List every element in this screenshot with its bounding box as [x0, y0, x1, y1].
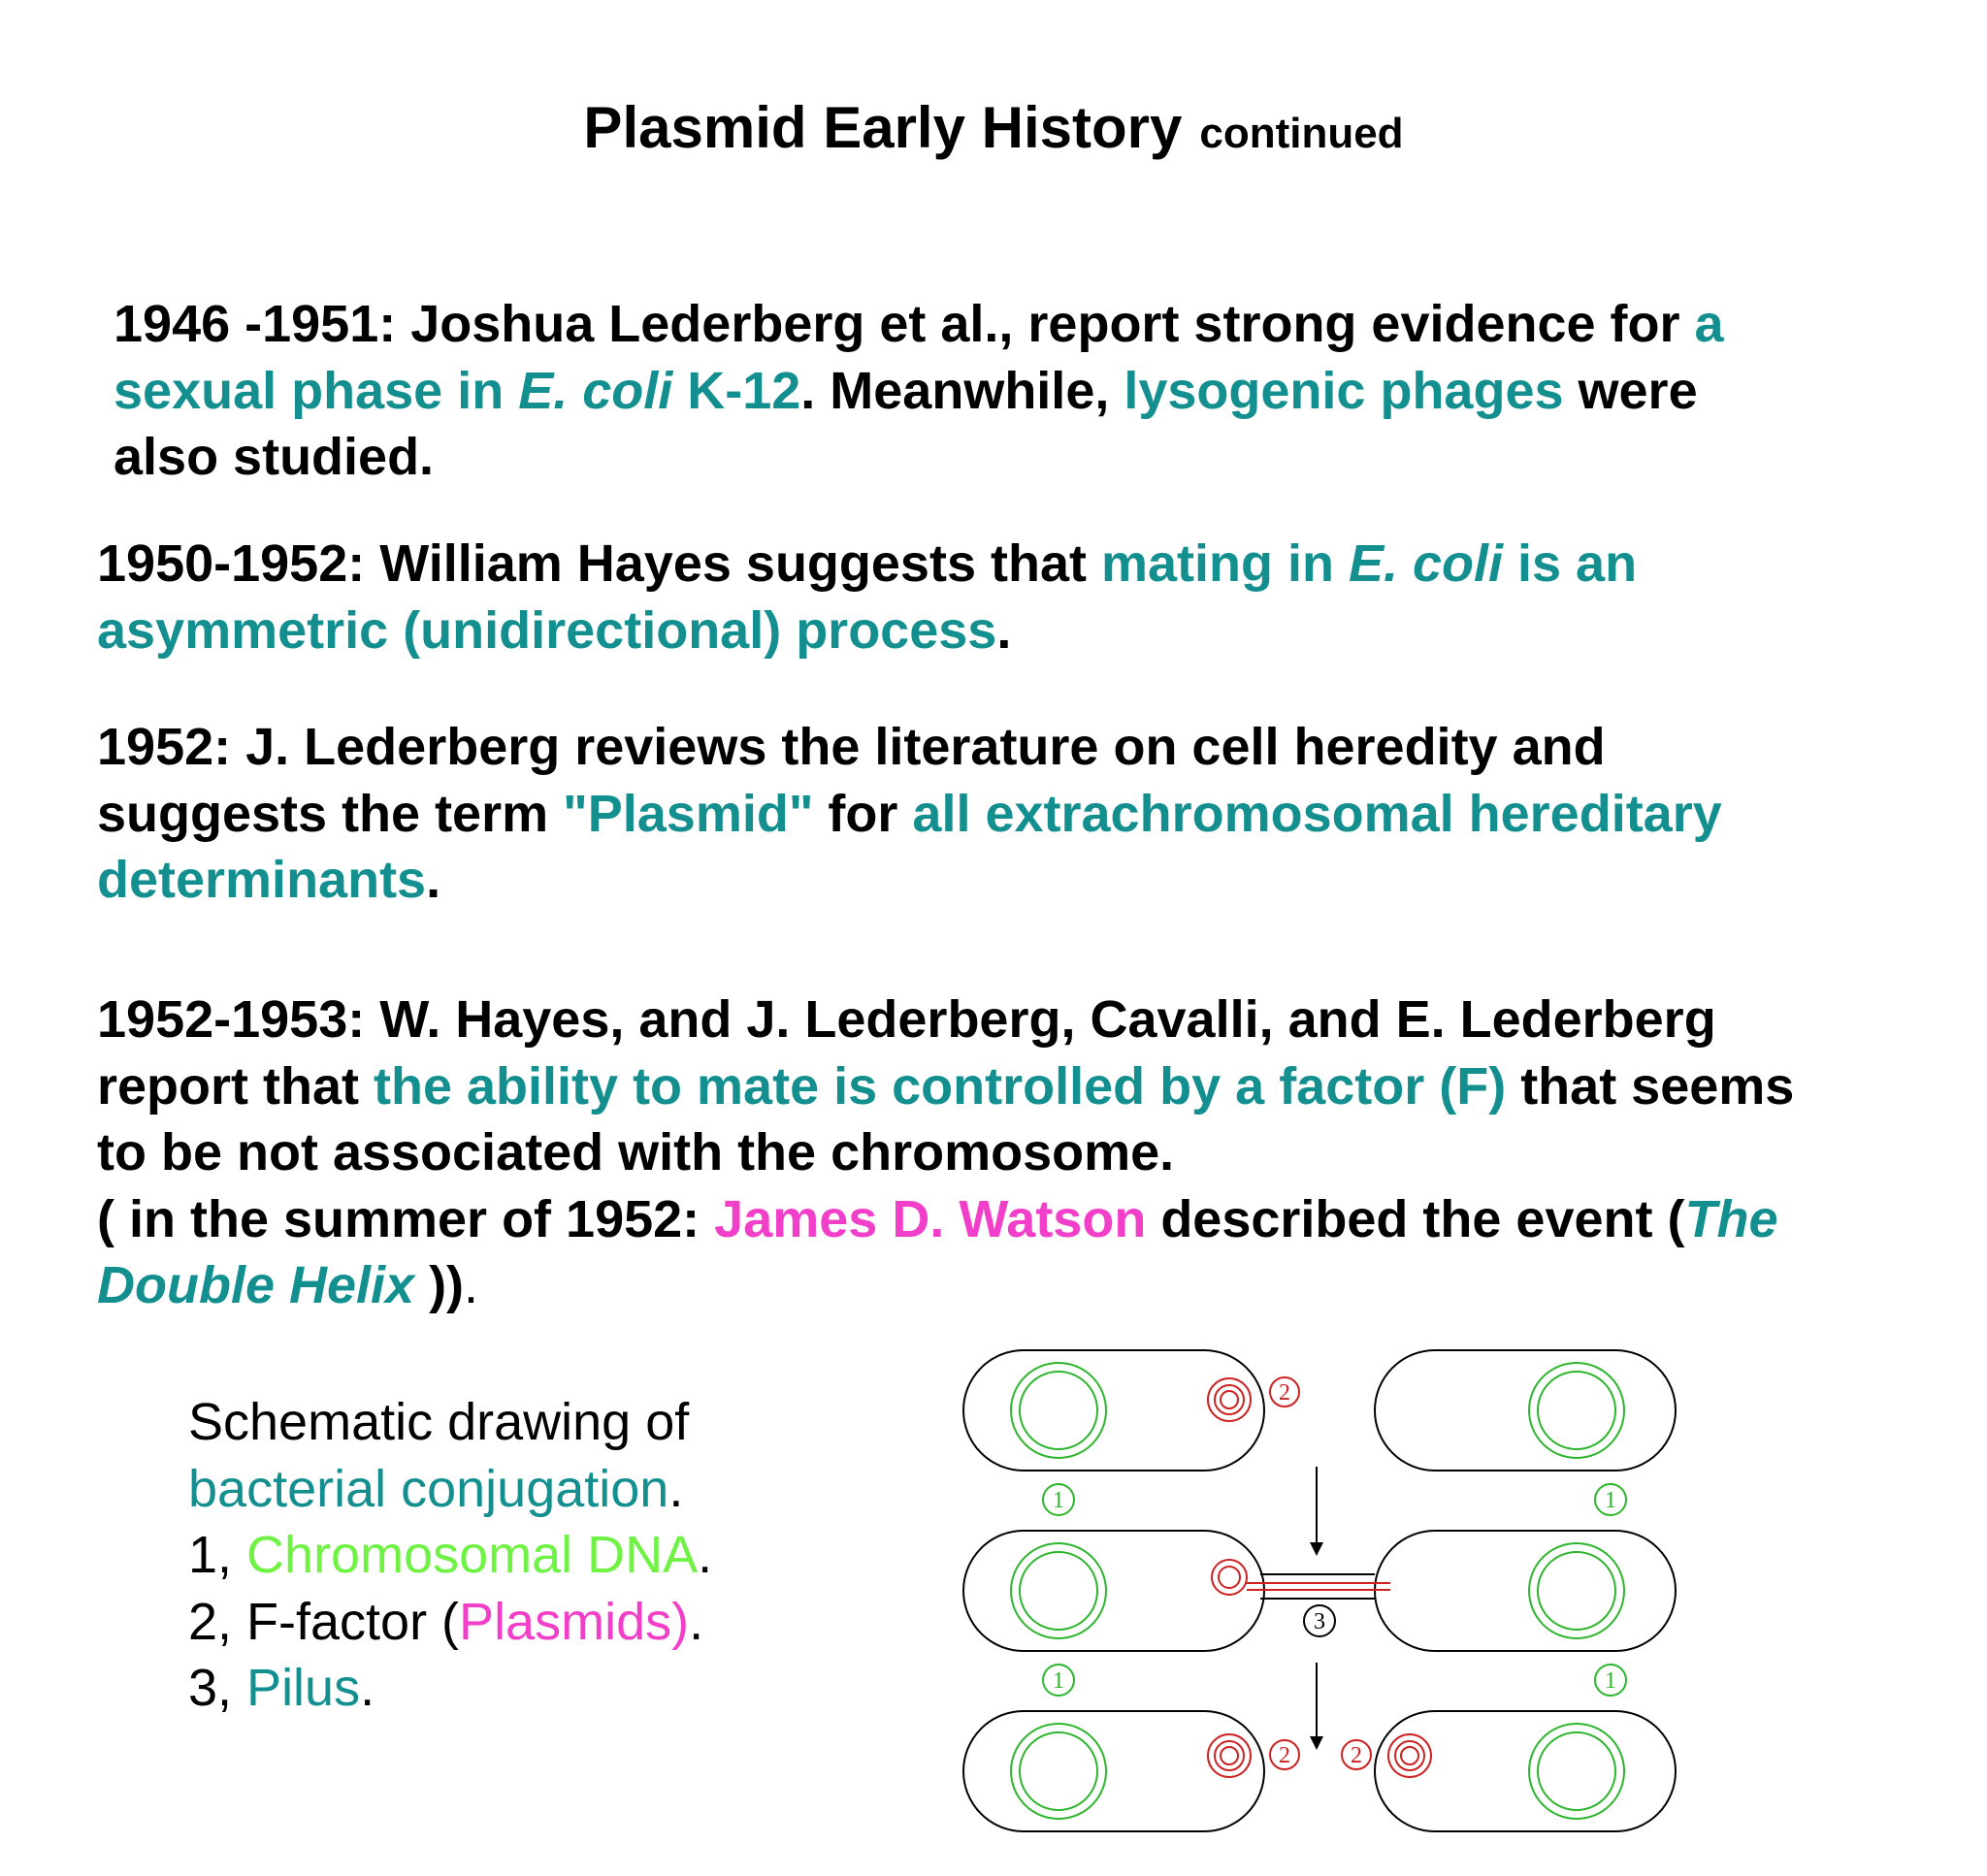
label-chromosome: 1: [1605, 1488, 1616, 1513]
book-title: Double Helix: [97, 1256, 415, 1314]
text-line: also studied.: [114, 428, 435, 486]
chromosome-outer: [1011, 1363, 1106, 1458]
chromosome-inner: [1538, 1552, 1615, 1630]
plasmid-core: [1401, 1747, 1418, 1764]
text-span: . Meanwhile,: [800, 361, 1124, 420]
arrow-down-icon: [1310, 1736, 1323, 1750]
highlight-span: K-12: [672, 361, 801, 420]
highlight-span: mating in: [1100, 534, 1349, 593]
text-line: [97, 781, 1940, 848]
legend-plasmids: Plasmids): [459, 1592, 690, 1651]
label-chromosome: 1: [1053, 1668, 1064, 1694]
chromosome-outer: [1011, 1543, 1106, 1638]
title-main: Plasmid Early History: [583, 95, 1183, 160]
chromosome-outer: [1011, 1724, 1106, 1819]
plasmid-core: [1221, 1391, 1238, 1408]
text-span: suggests the term: [97, 784, 564, 843]
caption-line: [188, 1522, 712, 1589]
paragraph-1950-1952: [97, 531, 1940, 663]
plasmid-core: [1221, 1747, 1238, 1764]
text-line: 1952-1953: W. Hayes, and J. Lederberg, Cavalli, and E. Lederberg: [97, 990, 1716, 1049]
label-pilus: 3: [1314, 1609, 1325, 1634]
paragraph-1952: [97, 714, 1940, 914]
title-suffix: continued: [1199, 110, 1404, 157]
chromosome-inner: [1538, 1372, 1615, 1449]
legend-chromosomal-dna: Chromosomal DNA: [246, 1526, 699, 1584]
plasmid-inner: [1215, 1741, 1244, 1770]
label-chromosome: 1: [1605, 1668, 1616, 1694]
diagram-caption: [188, 1389, 712, 1722]
text-line: [114, 291, 1957, 358]
paragraph-1946-1951: [114, 291, 1957, 491]
conjugation-diagram: [956, 1339, 1693, 1843]
text-line: [97, 1186, 1940, 1253]
highlight-span: is an: [1503, 534, 1638, 593]
plasmid-inner: [1219, 1567, 1240, 1588]
text-span: .: [698, 1526, 713, 1584]
highlight-span: bacterial conjugation: [188, 1459, 669, 1518]
text-span: .: [996, 600, 1012, 660]
chromosome-inner: [1020, 1732, 1097, 1810]
highlight-span: all extrachromosomal hereditary: [912, 784, 1722, 843]
text-line: [97, 531, 1940, 598]
text-span: 1946 -1951: Joshua Lederberg et al., report strong evidence for: [114, 295, 1695, 353]
chromosome-inner: [1020, 1372, 1097, 1449]
text-line: [97, 598, 1940, 664]
recipient-cell: [1375, 1711, 1676, 1831]
caption-line: [188, 1589, 712, 1656]
label-plasmid: 2: [1279, 1743, 1290, 1768]
label-chromosome: 1: [1053, 1488, 1064, 1513]
chromosome-inner: [1020, 1552, 1097, 1630]
text-span: that seems: [1506, 1056, 1795, 1116]
label-plasmid: 2: [1351, 1743, 1362, 1768]
highlight-span: determinants: [97, 851, 427, 909]
recipient-cell: [1375, 1350, 1676, 1471]
text-span: 1950-1952: William Hayes suggests that: [97, 534, 1101, 593]
text-line: 1952: J. Lederberg reviews the literature on cell heredity and: [97, 718, 1606, 776]
text-span: .: [464, 1256, 479, 1314]
arrow-down-icon: [1310, 1542, 1323, 1556]
text-line: [97, 847, 1940, 914]
chromosome-outer: [1529, 1724, 1624, 1819]
text-span: ( in the summer of 1952:: [97, 1189, 715, 1248]
highlight-span: "Plasmid": [563, 784, 814, 843]
highlight-span: the ability to mate is controlled by a factor (F): [374, 1056, 1507, 1116]
text-line: [114, 358, 1957, 425]
text-span: .: [426, 851, 441, 909]
text-span: were: [1563, 361, 1698, 420]
plasmid-inner: [1395, 1741, 1424, 1770]
text-line: to be not associated with the chromosome.: [97, 1123, 1175, 1181]
text-line: [97, 1053, 1940, 1120]
text-span: report that: [97, 1056, 375, 1116]
species-name: E. coli: [1348, 534, 1504, 593]
plasmid-outer: [1212, 1560, 1247, 1595]
highlight-span: sexual phase in: [114, 361, 519, 420]
caption-line: Schematic drawing of: [188, 1393, 690, 1451]
text-span: 2, F-factor (: [188, 1592, 460, 1651]
text-span: 1,: [188, 1526, 247, 1584]
highlight-span: lysogenic phages: [1124, 361, 1564, 420]
text-span: for: [813, 784, 913, 843]
person-name: James D. Watson: [714, 1189, 1147, 1248]
book-title: The: [1684, 1189, 1778, 1248]
highlight-span: a: [1694, 295, 1724, 353]
highlight-span: asymmetric (unidirectional) process: [97, 600, 997, 660]
legend-pilus: Pilus: [246, 1659, 361, 1717]
caption-line: [188, 1456, 712, 1523]
paragraph-1952-1953: [97, 987, 1940, 1319]
page-title: [0, 89, 1987, 173]
recipient-cell: [1375, 1531, 1676, 1651]
text-span: .: [689, 1592, 704, 1651]
chromosome-outer: [1529, 1363, 1624, 1458]
species-name: E. coli: [518, 361, 673, 420]
text-span: described the event (: [1146, 1189, 1685, 1248]
chromosome-outer: [1529, 1543, 1624, 1638]
caption-line: [188, 1655, 712, 1722]
donor-cell: [963, 1711, 1264, 1831]
text-line: [97, 1252, 1940, 1319]
chromosome-inner: [1538, 1732, 1615, 1810]
plasmid-inner: [1215, 1385, 1244, 1414]
text-span: .: [668, 1459, 684, 1518]
label-plasmid: 2: [1279, 1380, 1290, 1406]
text-span: .: [360, 1659, 375, 1717]
text-span: )): [414, 1256, 465, 1314]
text-span: 3,: [188, 1659, 247, 1717]
